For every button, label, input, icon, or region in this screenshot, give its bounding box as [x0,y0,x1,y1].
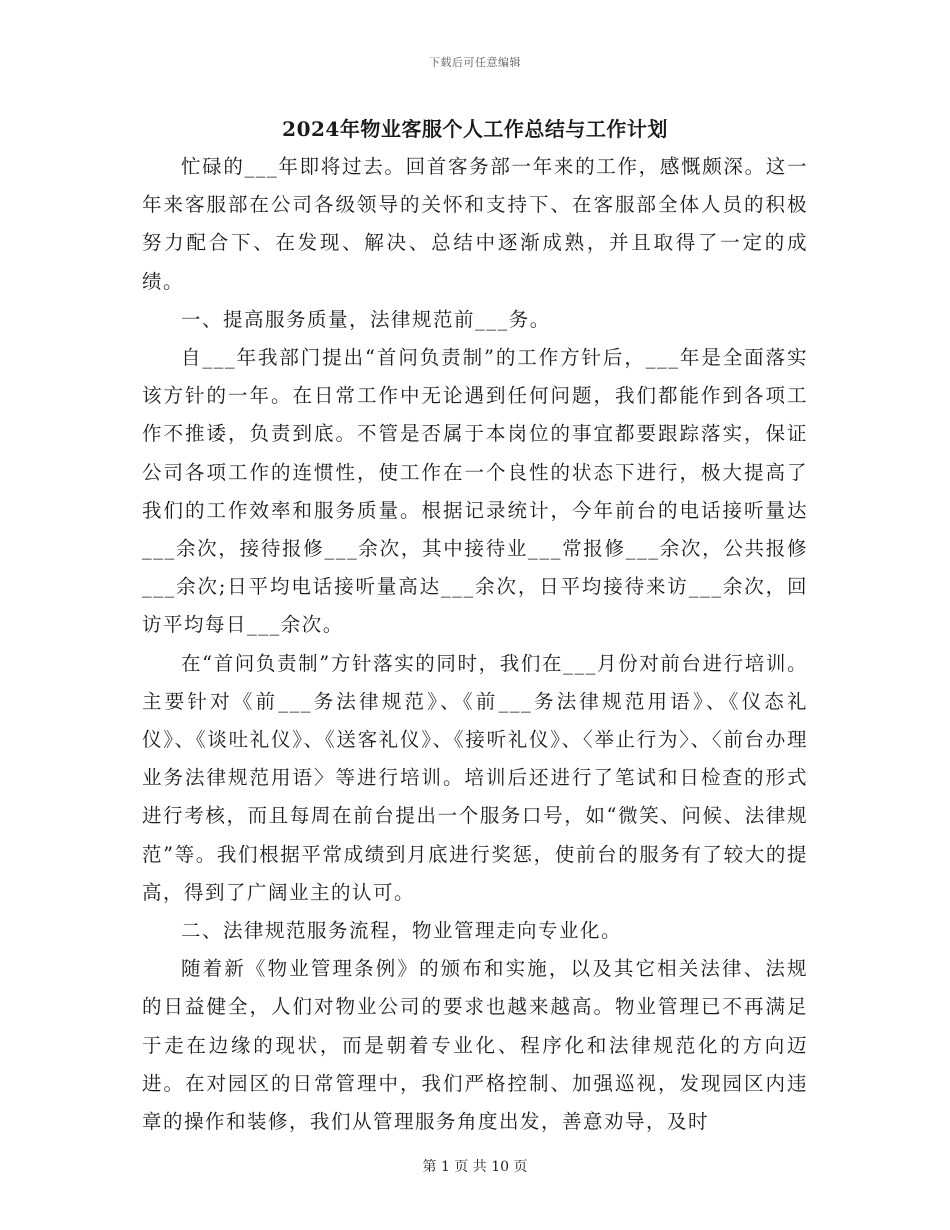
header-note: 下载后可任意编辑 [429,56,521,69]
paragraph-training: 在“首问负责制”方针落实的同时，我们在___月份对前台进行培训。主要针对《前___务法律规范》、《前___务法律规范用语》、《仪态礼仪》、《谈吐礼仪》、《送客礼仪》、《接听礼仪》、〈举止行为〉、〈前台办理业务法律规范用语〉等进行培训。培训后还进行了笔试和日检查的形式进行考核，而且每周在前台提出一个服务口号，如“微笑、问候、法律规范”等。我们根据平常成绩到月底进行奖惩，使前台的服务有了较大的提高，得到了广阔业主的认可。 [142,651,808,904]
paragraph-first-responsibility: 自___年我部门提出“首问负责制”的工作方针后，___年是全面落实该方针的一年。在日常工作中无论遇到任何问题，我们都能作到各项工作不推诿，负责到底。不管是否属于本岗位的事宜都要跟踪落实，保证公司各项工作的连惯性，使工作在一个良性的状态下进行，极大提高了我们的工作效率和服务质量。根据记录统计，今年前台的电话接听量达___余次，接待报修___余次，其中接待业___常报修___余次，公共报修___余次;日平均电话接听量高达___余次，日平均接待来访___余次，回访平均每日___余次。 [142,346,808,637]
section-heading-1: 一、提高服务质量，法律规范前___务。 [181,307,551,331]
document-body [142,148,808,1141]
section-heading-2: 二、法律规范服务流程，物业管理走向专业化。 [181,919,623,943]
document-title: 2024年物业客服个人工作总结与工作计划 [282,117,668,141]
paragraph-intro: 忙碌的___年即将过去。回首客务部一年来的工作，感慨颇深。这一年来客服部在公司各级领导的关怀和支持下、在客服部全体人员的积极努力配合下、在发现、解决、总结中逐渐成熟，并且取得了一定的成绩。 [142,155,808,293]
page-number: 第 1 页 共 10 页 [422,1159,528,1175]
paragraph-regulations: 随着新《物业管理条例》的颁布和实施，以及其它相关法律、法规的日益健全，人们对物业公司的要求也越来越高。物业管理已不再满足于走在边缘的现状，而是朝着专业化、程序化和法律规范化的方向迈进。在对园区的日常管理中，我们严格控制、加强巡视，发现园区内违章的操作和装修，我们从管理服务角度出发，善意劝导，及时 [142,957,808,1134]
